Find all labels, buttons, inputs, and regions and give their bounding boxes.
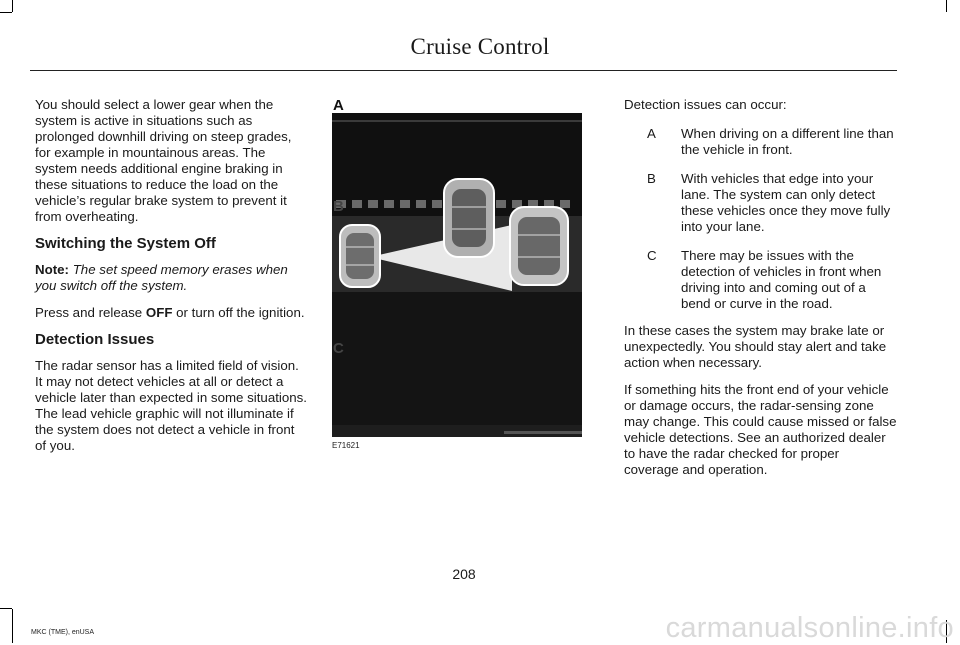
paragraph: In these cases the system may brake late or unexpectedly. You should stay alert and take action when necessary. xyxy=(624,323,887,370)
instruction xyxy=(35,305,307,321)
note xyxy=(35,262,307,294)
list-item xyxy=(624,248,897,312)
crop-mark xyxy=(946,0,947,12)
figure-label-a: A xyxy=(333,97,344,114)
off-button-name: OFF xyxy=(145,305,173,320)
panel-bottom-line xyxy=(504,431,582,434)
left-column xyxy=(35,97,307,465)
crop-mark xyxy=(0,608,12,609)
figure-label-b: B xyxy=(333,198,344,215)
item-letter: B xyxy=(647,171,656,186)
lead-vehicle xyxy=(444,179,494,257)
crop-mark xyxy=(12,609,13,643)
paragraph: If something hits the front end of your vehicle or damage occurs, the radar-sensing zone may change. This could cause missed or false vehicle detections. See an authorized dealer to have the radar checked for proper coverage and operation. xyxy=(624,382,897,477)
paragraph: You should select a lower gear when the system is active in situations such as prolonged downhill driving on steep grades, for example in mountainous areas. The system needs additional engine braking in these situations to reduce the load on the vehicle’s regular brake system to prevent it from overheating. xyxy=(35,97,292,224)
detection-issues-figure xyxy=(332,97,584,462)
item-text: There may be issues with the detection of vehicles in front when driving into and coming out of a bend or curve in the road. xyxy=(681,248,882,311)
paragraph: The radar sensor has a limited field of vision. It may not detect vehicles at all or detect a vehicle later than expected in some situations. The lead vehicle graphic will not illuminate if the system does not detect a vehicle in front of you. xyxy=(35,358,308,453)
item-letter: A xyxy=(647,126,656,141)
section-heading: Switching the System Off xyxy=(35,235,216,252)
list-item xyxy=(624,171,897,235)
item-text: With vehicles that edge into your lane. The system can only detect these vehicles once they move fully into your lane. xyxy=(681,171,891,234)
note-label: Note: xyxy=(35,262,69,277)
figure-illustration xyxy=(332,97,584,462)
note-text: The set speed memory erases when you switch off the system. xyxy=(35,262,288,293)
figure-code: E71621 xyxy=(332,441,360,450)
watermark: carmanualsonline.info xyxy=(665,612,954,644)
panel-c-background xyxy=(332,292,582,437)
header-divider xyxy=(30,70,897,71)
crop-mark xyxy=(12,0,13,12)
item-letter: C xyxy=(647,248,657,263)
cut-in-vehicle xyxy=(510,207,568,285)
instruction-suffix: or turn off the ignition. xyxy=(172,305,305,320)
figure-label-c: C xyxy=(333,340,344,357)
right-column xyxy=(624,97,897,489)
section-heading: Detection Issues xyxy=(35,331,155,348)
own-vehicle xyxy=(340,225,380,287)
list-intro: Detection issues can occur: xyxy=(624,97,787,112)
document-code: MKC (TME), enUSA xyxy=(31,629,95,636)
list-item xyxy=(624,126,897,158)
crop-mark xyxy=(0,12,12,13)
instruction-prefix: Press and release xyxy=(35,305,146,320)
item-text: When driving on a different line than the vehicle in front. xyxy=(681,126,894,157)
page-title: Cruise Control xyxy=(410,34,550,59)
page-number: 208 xyxy=(452,566,476,582)
